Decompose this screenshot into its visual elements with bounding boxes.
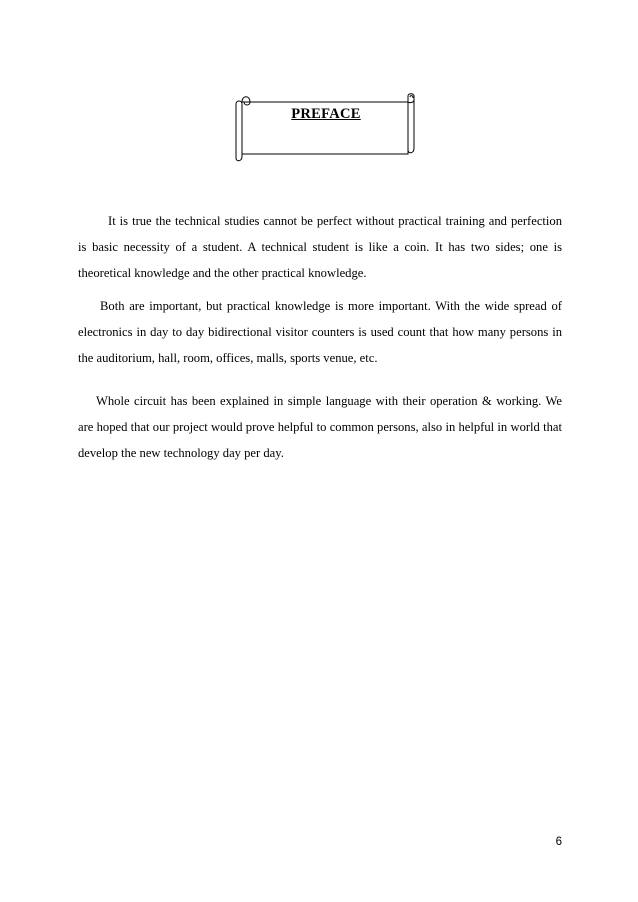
paragraph-text: Whole circuit has been explained in simple language with their operation & working. We are hoped that our project would prove helpful to common persons, also in helpful in world that develop the new technology day per day. (78, 394, 562, 460)
paragraph-text: Both are important, but practical knowledge is more important. With the wide spread of electronics in day to day bidirectional visitor counters is used count that how many persons in the auditorium, hall, room, offices, malls, sports venue, etc. (78, 299, 562, 365)
paragraph-text: It is true the technical studies cannot be perfect without practical training and perfection is basic necessity of a student. A technical student is like a coin. It has two sides; one is theoretical knowledge and the other practical knowledge. (78, 214, 562, 280)
page-number: 6 (555, 836, 562, 848)
preface-scroll-banner (232, 92, 416, 164)
page-title: PREFACE (291, 106, 361, 122)
scroll-banner-icon (232, 92, 416, 164)
paragraph-intro (78, 208, 562, 286)
paragraph-circuit (78, 388, 562, 466)
paragraph-importance (78, 293, 562, 371)
